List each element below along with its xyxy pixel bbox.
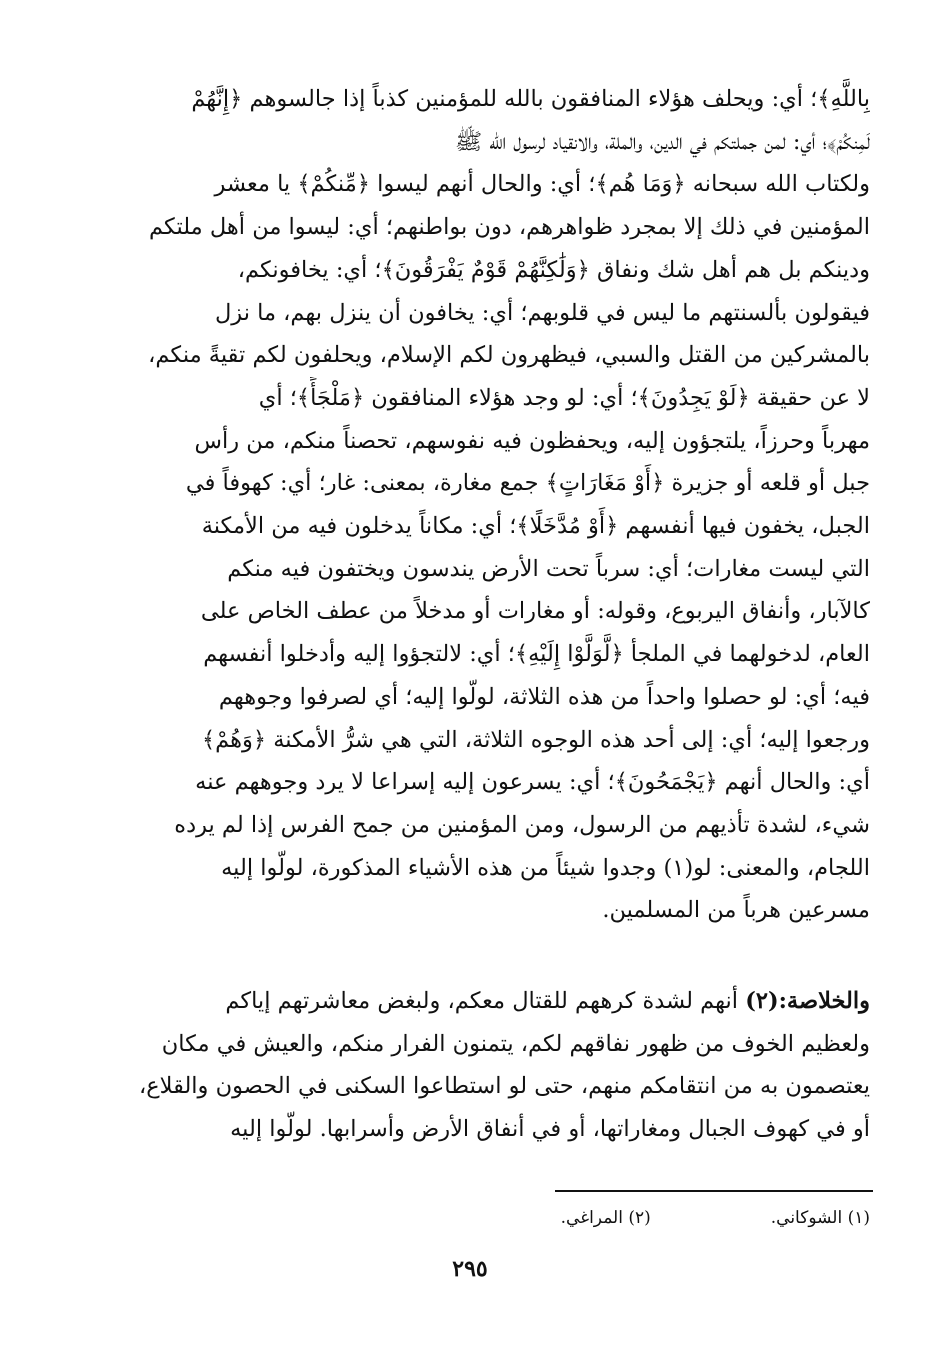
text-line: مسرعين هرباً من المسلمين. <box>602 897 870 924</box>
text-line: المؤمنين في ذلك إلا بمجرد ظواهرهم، دون بواطنهم؛ أي: ليسوا من أهل ملتكم <box>149 214 870 241</box>
text-line: لا عن حقيقة ﴿لَوْ يَجِدُونَ﴾؛ أي: لو وجد هؤلاء المنافقون ﴿مَلْجَأً﴾؛ أي <box>258 384 870 411</box>
summary-paragraph <box>80 980 870 1151</box>
text-line: العام، لدخولهما في الملجأ ﴿لَّوَلَّوْا إِلَيْهِ﴾؛ أي: لالتجؤوا إليه وأدخلوا أنفسهم <box>203 641 870 668</box>
text-line: بالمشركين من القتل والسبي، فيظهرون لكم الإسلام، ويحلفون لكم تقيةً منكم، <box>148 342 870 369</box>
page-number: ٢٩٥ <box>452 1256 488 1282</box>
summary-first-line <box>80 980 870 1023</box>
summary-line: أو في كهوف الجبال ومغاراتها، أو في أنفاق الأرض وأسرابها. لولّوا إليه <box>230 1116 870 1143</box>
text-line: فيه؛ أي: لو حصلوا واحداً من هذه الثلاثة، لولّوا إليه؛ أي لصرفوا وجوههم <box>218 683 870 710</box>
footnotes <box>80 1205 870 1231</box>
summary-line: ولعظيم الخوف من ظهور نفاقهم لكم، يتمنون الفرار منكم، والعيش في مكان <box>161 1030 870 1057</box>
text-line: ودينكم بل هم أهل شك ونفاق ﴿وَلَٰكِنَّهُمْ قَوْمٌ يَفْرَقُونَ﴾؛ أي: يخافونكم، <box>237 256 870 283</box>
text-line: ولكتاب الله سبحانه ﴿وَمَا هُم﴾؛ أي: والحال أنهم ليسوا ﴿مِّنكُمْ﴾ يا معشر <box>214 171 870 198</box>
text-line: شيء، لشدة تأذيهم من الرسول، ومن المؤمنين من جمح الفرس إذا لم يرده <box>174 811 870 838</box>
summary-first-line-text: أنهم لشدة كرههم للقتال معكم، ولبغض معاشرتهم إياكم <box>225 988 746 1014</box>
main-text-block <box>80 78 870 932</box>
footnote-1: (١) الشوكاني. <box>770 1208 870 1228</box>
summary-label: والخلاصة:(٢) <box>745 988 870 1014</box>
text-line: مهرباً وحرزاً، يلتجؤون إليه، ويحفظون فيه نفوسهم، تحصناً منكم، من رأس <box>194 427 870 454</box>
text-line: التي ليست مغارات؛ أي: سرباً تحت الأرض يندسون ويختفون فيه منكم <box>227 555 870 582</box>
footnote-separator <box>555 1190 873 1192</box>
text-line: أي: والحال أنهم ﴿يَجْمَحُونَ﴾؛ أي: يسرعون إليه إسراعا لا يرد وجوههم عنه <box>195 769 870 796</box>
text-line: بِاللَّهِ﴾؛ أي: ويحلف هؤلاء المنافقون بالله للمؤمنين كذباً إذا جالسوهم ﴿إِنَّهُمْ <box>191 86 870 112</box>
text-line: اللجام، والمعنى: لو(١) وجدوا شيئاً من هذه الأشياء المذكورة، لولّوا إليه <box>221 854 870 881</box>
text-line: ورجعوا إليه؛ أي: إلى أحد هذه الوجوه الثلاثة، التي هي شرُّ الأمكنة ﴿وَهُمْ﴾ <box>201 726 870 753</box>
footnote-2: (٢) المراغي. <box>560 1208 651 1228</box>
text-line: جبل أو قلعه أو جزيرة ﴿أَوْ مَغَارَاتٍ﴾ جمع مغارة، بمعنى: غار؛ أي: كهوفاً في <box>185 470 870 497</box>
text-line: لَمِنكُمْ﴾؛ أي: لمن جملتكم في الدين، والملة، والانقياد لرسول الله ﷺ <box>454 128 870 155</box>
text-line: كالآبار، وأنفاق اليربوع، وقوله: أو مغارات أو مدخلاً من عطف الخاص على <box>200 598 870 625</box>
text-line: الجبل، يخفون فيها أنفسهم ﴿أَوْ مُدَّخَلًا﴾؛ أي: مكاناً يدخلون فيه من الأمكنة <box>201 513 870 540</box>
summary-line: يعتصمون به من انتقامكم منهم، حتى لو استطاعوا السكنى في الحصون والقلاع، <box>138 1073 870 1100</box>
text-line: فيقولون بألسنتهم ما ليس في قلوبهم؛ أي: يخافون أن ينزل بهم، ما نزل <box>214 299 870 326</box>
